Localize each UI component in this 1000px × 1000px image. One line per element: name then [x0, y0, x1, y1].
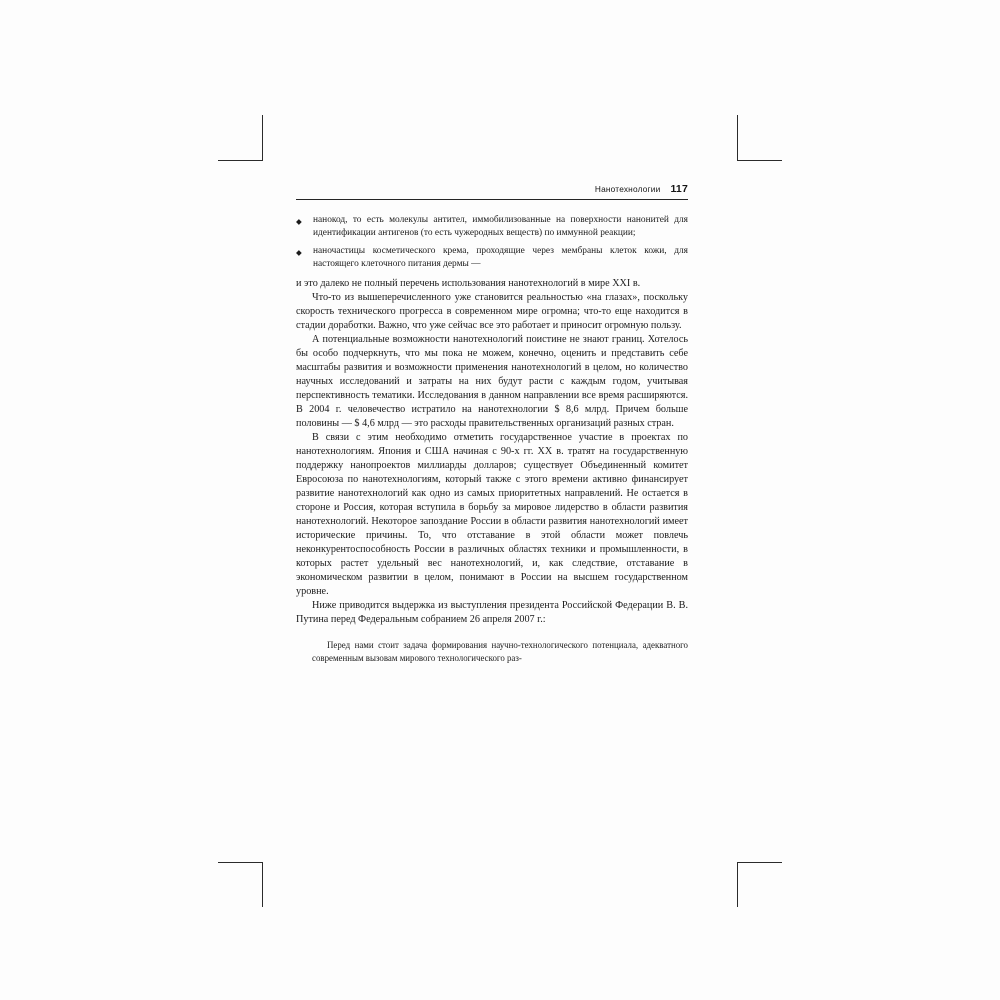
crop-mark-right-top [737, 160, 782, 161]
diamond-bullet-icon: ◆ [296, 217, 302, 226]
list-item-text: наночастицы косметического крема, проходящие через мембраны клеток кожи, для настоящего клеточного питания дермы — [313, 246, 688, 269]
paragraph: и это далеко не полный перечень использования нанотехнологий в мире XXI в. [296, 278, 641, 289]
paragraph: Ниже приводится выдержка из выступления президента Российской Федерации В. В. Путина перед Федеральным собранием 26 апреля 2007 г.: [296, 600, 688, 625]
text-block [296, 183, 688, 665]
running-head [296, 183, 688, 199]
page-number: 117 [670, 183, 688, 195]
crop-mark-top-right [737, 115, 738, 160]
header-rule [296, 199, 688, 200]
crop-mark-bottom-left [262, 862, 263, 907]
block-quote: Перед нами стоит задача формирования научно-технологического потенциала, адекватного современным вызовам мирового технологического раз- [312, 640, 688, 663]
crop-mark-left-top [218, 160, 263, 161]
paragraph: А потенциальные возможности нанотехнологий поистине не знают границ. Хотелось бы особо подчеркнуть, что мы пока не можем, конечно, оценить и представить себе масштабы развития и возможности применения нанотехнологий в целом, но количество научных исследований и затраты на них будут расти с каждым годом, учитывая перспективность тематики. Исследования в данном направлении все время расширяются. В 2004 г. человечество истратило на нанотехнологии $ 8,6 млрд. Причем больше половины — $ 4,6 млрд — это расходы правительственных организаций разных стран. [296, 334, 688, 429]
list-item-text: нанокод, то есть молекулы антител, иммобилизованные на поверхности нанонитей для идентификации антигенов (то есть чужеродных веществ) по иммунной реакции; [313, 215, 688, 238]
crop-mark-left-bottom [218, 862, 263, 863]
paragraph: Что-то из вышеперечисленного уже становится реальностью «на глазах», поскольку скорость технического прогресса в современном мире огромна; что-то еще находится в стадии доработки. Важно, что уже сейчас все это работает и приносит огромную пользу. [296, 292, 688, 331]
running-head-title: Нанотехнологии [594, 184, 661, 194]
list-item [296, 245, 688, 271]
diamond-bullet-icon: ◆ [296, 248, 302, 257]
bullet-list [296, 214, 688, 271]
crop-mark-top-left [262, 115, 263, 160]
list-item [296, 214, 688, 240]
crop-mark-right-bottom [737, 862, 782, 863]
crop-mark-bottom-right [737, 862, 738, 907]
paragraph: В связи с этим необходимо отметить государственное участие в проектах по нанотехнологиям. Япония и США начиная с 90-х гг. XX в. тратят на государственную поддержку нанопроектов миллиарды долларов; существует Объединенный комитет Евросоюза по нанотехнологиям, который также с этого времени активно финансирует развитие нанотехнологий как одно из самых приоритетных направлений. Не остается в стороне и Россия, которая вступила в борьбу за мировое лидерство в области развития нанотехнологий. Некоторое запоздание России в области развития нанотехнологий имеет исторические причины. То, что отставание в этой области может повлечь неконкурентоспособность России в различных областях техники и промышленности, в которых растет удельный вес нанотехнологий, и, как следствие, отставание в экономическом развитии в целом, понимают в России на высшем государственном уровне. [296, 432, 688, 597]
